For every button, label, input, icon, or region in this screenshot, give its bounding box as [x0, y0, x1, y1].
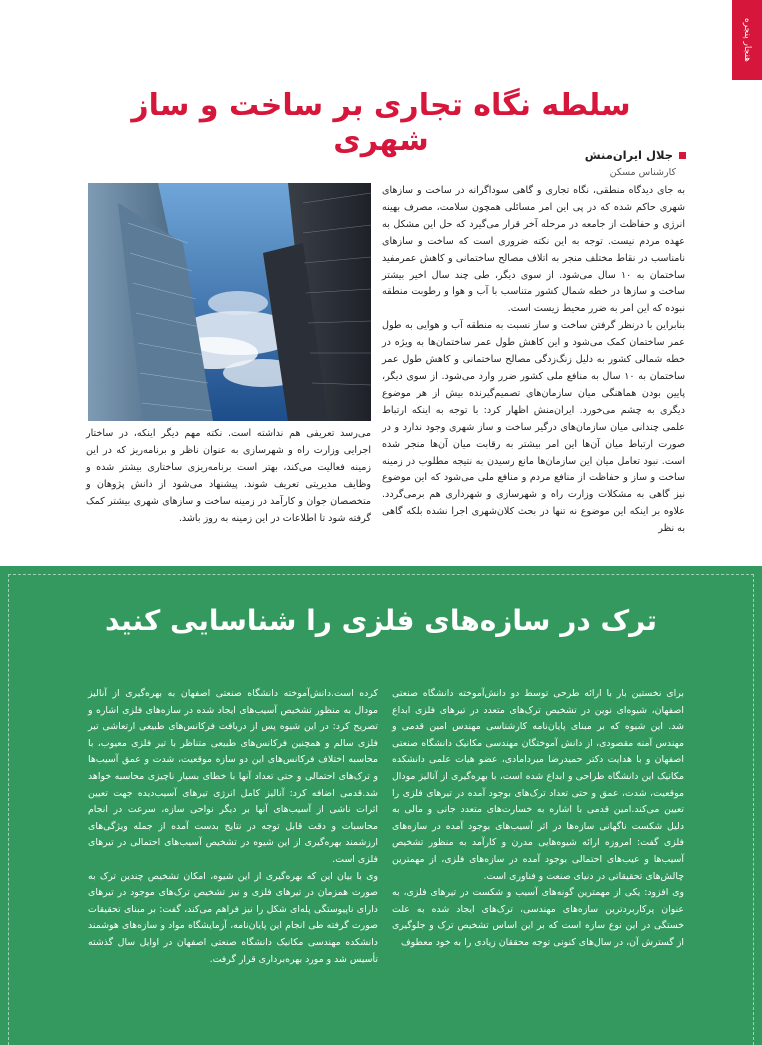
article2-left-column [88, 686, 378, 968]
article2-paragraph: کرده است.دانش‌آموخته دانشگاه صنعتی اصفهان به بهره‌گیری از آنالیز مودال به منظور تشخیص آسیب‌های ایجاد شده در سازه‌های فلزی اشاره و تصریح کرد: در این شیوه پس از دریافت فرکانس‌های طبیعی ارتعاشی تیر فلزی سالم و همچنین فرکانس‌های طبیعی متناظر با تیر فلزی معیوب، با محاسبه اختلاف فرکانس‌های این دو سازه موقعیت، شدت و عمق آسیب‌ها و ترک‌های احتمالی و حتی تعداد آنها با خطای بسیار ناچیزی محاسبه خواهد شد.قدمی اضافه کرد: آنالیز کامل انرژی تیرهای آسیب‌دیده جهت تعیین اثرات ناشی از آسیب‌های آنها بر دیگر نواحی سازه، سرعت در انجام محاسبات و دقت قابل توجه در نتایج بدست آمده از جمله ویژگی‌های ارزشمند بهره‌گیری از این شیوه در تشخیص آسیب‌های احتمالی در تیرهای فلزی است. [88, 688, 378, 865]
article1-author-role: کارشناس مسکن [609, 167, 676, 178]
article1-paragraph: بنابراین با درنظر گرفتن ساخت و ساز نسبت به منطقه آب و هوایی به طول عمر ساختمان کمک می‌شود و این کاهش طول عمر ساختمان‌ها به ویژه در خطه شمالی کشور به دلیل زنگ‌زدگی مصالح ساختمانی و کاهش طول عمر ساختمان به ۱۰ سال به منافع ملی کشور ضرر وارد می‌شود. از سوی دیگر، پایین بودن هماهنگی میان سازمان‌های تصمیم‌گیرنده بیش از هر موضوع دیگری به چشم می‌خورد. ایران‌منش اظهار کرد: با توجه به اینکه ارتباط علمی چندانی میان سازمان‌های درگیر ساخت و ساز شهری وجود ندارد و در صورت ارتباط میان آن‌ها این امر بیشتر به رقابت میان آن‌ها منجر شده است. نبود تعامل میان این سازمان‌ها مانع رسیدن به نتیجه مطلوب در زمینه ساخت و ساز و حفاظت از منافع مردم و منافع ملی می‌شود که این موضوع نیز گاهی به مشکلات وزارت راه و شهرسازی و شهرداری هم برمی‌گردد. علاوه بر اینکه این موضوع نه تنها در بحث کلان‌شهری اجرا نشده بلکه گاهی به نظر [382, 320, 685, 535]
article1-right-column [382, 183, 685, 538]
article1-paragraph: به جای دیدگاه منطقی، نگاه تجاری و گاهی سوداگرانه در ساخت و سازهای شهری حاکم شده که در پی این امر مسائلی همچون سلامت، مصرف بهینه انرژی و حفاظت از جامعه در مرحله آخر قرار می‌گیرد که حل این مشکل به عهده مردم نیست. توجه به این نکته ضروری است که ساخت و سازهای نامناسب در نقاط مختلف منجر به اتلاف مصالح ساختمانی و کاهش عمرمفید ساختمان به ۱۰ سال می‌شود. از سوی دیگر، طی چند سال اخیر بیشتر ساخت و سازها در خطه شمال کشور متناسب با آب و هوا و رطوبت منطقه نبوده که این امر به ضرر محیط زیست است. [382, 185, 685, 315]
section-tab-label: هنجار پنجره [742, 18, 752, 62]
section-tab [732, 0, 762, 80]
skyscrapers-photo [88, 183, 371, 421]
article1-paragraph: می‌رسد تعریفی هم نداشته است. نکته مهم دیگر اینکه، در ساختار اجرایی وزارت راه و شهرسازی به عنوان ناظر و برنامه‌ریز که در این زمینه فعالیت می‌کند، بهتر است برنامه‌ریزی ساختاری بیشتر شده و وظایف مدیریتی تعریف شوند. پیشنهاد می‌شود از دانش پژوهان و متخصصان جوان و کارآمد در زمینه ساخت و سازهای شهری بیشتر کمک گرفته شود تا اطلاعات در این زمینه به روز باشد. [86, 428, 371, 524]
article2-right-column [392, 686, 684, 952]
article2-paragraph: وی با بیان این که بهره‌گیری از این شیوه، امکان تشخیص چندین ترک به صورت همزمان در تیرهای فلزی و نیز تشخیص ترک‌های موجود در تیرهای دارای ناپیوستگی پله‌ای شکل را نیز فراهم می‌کند، گفت: بر مبنای تحقیقات صورت گرفته طی انجام این پایان‌نامه، آزمایشگاه مواد و سازه‌های هوشمند دانشکده مهندسی مکانیک دانشگاه صنعتی اصفهان در اوایل سال گذشته تأسیس شد و مورد بهره‌برداری قرار گرفت. [88, 870, 378, 965]
article2-paragraph: وی افزود: یکی از مهمترین گونه‌های آسیب و شکست در تیرهای فلزی، به عنوان پرکاربردترین سازه‌های مهندسی، ترک‌های ایجاد شده به علت خستگی در این نوع سازه است که بر این اساس تشخیص ترک و جلوگیری از گسترش آن، در سال‌های کنونی توجه محققان زیادی را به خود معطوف [392, 887, 684, 948]
article1-byline [585, 148, 686, 162]
article1-author: جلال ایران‌منش [584, 148, 673, 162]
article2-paragraph: برای نخستین بار با ارائه طرحی توسط دو دانش‌آموخته دانشگاه صنعتی اصفهان، شیوه‌ای نوین در تشخیص ترک‌های متعدد در تیرهای فلزی ابداع شد. این شیوه که بر مبنای پایان‌نامه کارشناسی مهندس امین قدمی و مهندس آمنه مقصودی، از دانش آموختگان مهندسی مکانیک دانشگاه صنعتی اصفهان و با هدایت دکتر حمیدرضا میردامادی، عضو هیات علمی دانشکده مکانیک این دانشگاه طراحی و ابداع شده است، با بهره‌گیری از آنالیز مودال موقعیت، شدت، عمق و حتی تعداد ترک‌های بوجود آمده در تیرهای فلزی را تعیین می‌کند.امین قدمی با اشاره به خسارت‌های متعدد جانی و مالی به دلیل شکست ناگهانی سازه‌ها در اثر آسیب‌های بوجود آمده در سازه‌های فلزی گفت: امروزه ارائه شیوه‌هایی مدرن و کارآمد به منظور تشخیص آسیب‌ها و عیب‌های احتمالی بوجود آمده در سازه‌های فلزی، از مهمترین چالش‌های تحقیقاتی در دنیای صنعت و فناوری است. [392, 688, 684, 882]
article1-title: سلطه نگاه تجاری بر ساخت و ساز شهری [131, 88, 631, 158]
square-bullet-icon [679, 152, 686, 159]
article2-title: ترک در سازه‌های فلزی را شناسایی کنید [104, 604, 658, 637]
article1-left-column [86, 426, 371, 527]
